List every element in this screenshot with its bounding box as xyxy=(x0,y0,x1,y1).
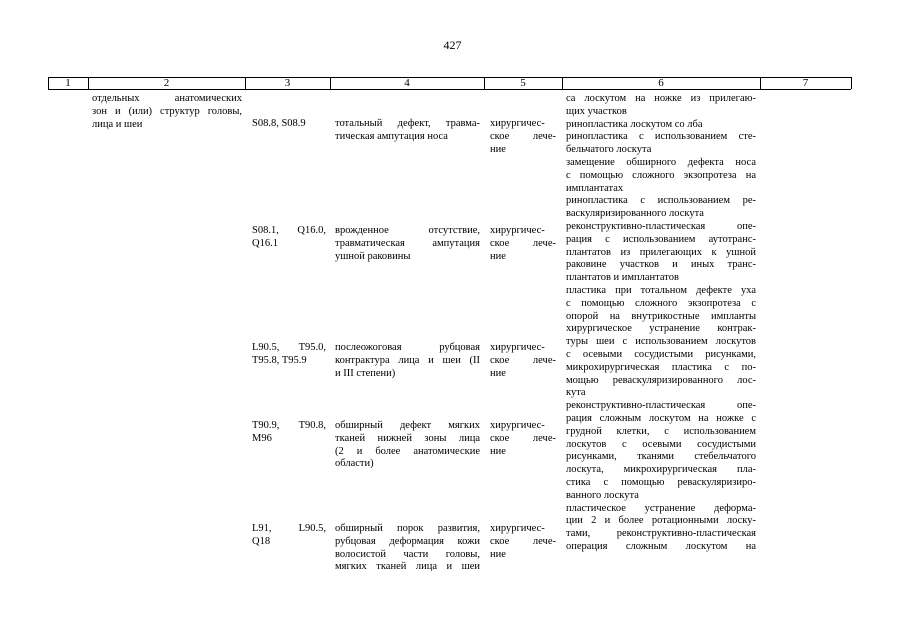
cell-line: ние xyxy=(490,250,506,262)
cell-line: ушной раковины xyxy=(335,250,411,262)
cell-line: зон и (или) структур головы, xyxy=(92,105,242,117)
cell-line: ние xyxy=(490,445,506,457)
cell-line: ринопластика с использованием сте- xyxy=(566,131,756,143)
cell-line: хирургичес- xyxy=(490,420,545,431)
cell-line: обширный порок развития, xyxy=(335,523,480,534)
cell-line: ское лече- xyxy=(490,237,556,249)
cell-line: ние xyxy=(490,367,506,379)
treatment-type-cell xyxy=(490,225,556,263)
cell-line: области) xyxy=(335,458,374,470)
cell-line: стика с помощью реваскуляризиро- xyxy=(566,476,756,488)
cell-line: S08.1, Q16.0, xyxy=(252,225,326,236)
cell-line: плантатов из прилегающих к ушной xyxy=(566,246,756,258)
cell-line: обширный дефект мягких xyxy=(335,420,480,431)
icd-code-cell xyxy=(252,225,326,251)
cell-line: и III степени) xyxy=(335,367,396,379)
cell-line: ское лече- xyxy=(490,432,556,444)
cell-line: ское лече- xyxy=(490,354,556,366)
cell-line: васкуляризированного лоскута xyxy=(566,208,704,220)
header-col-4: 4 xyxy=(404,77,410,89)
cell-line: мощью реваскуляризированного лос- xyxy=(566,374,756,386)
treatment-type-cell xyxy=(490,342,556,380)
column-divider xyxy=(851,77,852,89)
cell-line: тами, реконструктивно-пластическая xyxy=(566,528,756,540)
cell-line: хирургичес- xyxy=(490,225,545,236)
cell-line: лица и шеи xyxy=(92,118,143,130)
header-col-1: 1 xyxy=(65,77,71,89)
cell-line: ции 2 и более ротационными лоску- xyxy=(566,515,756,527)
icd-code-cell xyxy=(252,118,326,131)
cell-line: хирургичес- xyxy=(490,523,545,534)
header-col-6: 6 xyxy=(658,77,664,89)
header-col-3: 3 xyxy=(284,77,291,89)
cell-line: L91, L90.5, xyxy=(252,523,326,534)
cell-line: тотальный дефект, травма- xyxy=(335,118,480,129)
cell-line: с помощью сложного экзопротеза с xyxy=(566,297,756,309)
cell-line: Q16.1 xyxy=(252,237,278,249)
cell-line: туры шеи с использованием лоскутов xyxy=(566,336,756,348)
diagnosis-cell xyxy=(335,420,480,471)
cell-line: L90.5, T95.0, xyxy=(252,342,326,353)
cell-line: кута xyxy=(566,387,586,399)
header-col-7: 7 xyxy=(802,77,809,89)
header-col-5: 5 xyxy=(520,77,526,89)
cell-line: T95.8, T95.9 xyxy=(252,354,307,366)
diagnosis-cell xyxy=(335,523,480,574)
treatment-type-cell xyxy=(490,118,556,156)
cell-line: ринопластика лоскутом со лба xyxy=(566,118,703,130)
cell-line: имплантатах xyxy=(566,182,624,194)
cell-line: реконструктивно-пластическая опе- xyxy=(566,400,756,412)
cell-line: ринопластика с использованием ре- xyxy=(566,195,756,207)
cell-line: мягких тканей лица и шеи xyxy=(335,561,480,573)
cell-line: замещение обширного дефекта носа xyxy=(566,156,756,168)
cell-line: T90.9, T90.8, xyxy=(252,420,326,431)
cell-line: ское лече- xyxy=(490,130,556,142)
treatment-method-cell xyxy=(566,93,756,554)
cell-line: щих участков xyxy=(566,105,627,117)
diagnosis-cell xyxy=(335,225,480,263)
cell-line: микрохирургическая пластика с по- xyxy=(566,361,756,373)
cell-line: опорой на внутрикостные импланты xyxy=(566,310,756,322)
cell-line: рубцовая деформация кожи xyxy=(335,535,480,547)
cell-line: тканей нижней зоны лица xyxy=(335,432,480,444)
cell-line: хирургическое устранение контрак- xyxy=(566,323,756,335)
icd-code-cell xyxy=(252,342,326,368)
cell-line: рация сложным лоскутом на ножке с xyxy=(566,412,756,424)
treatment-type-cell xyxy=(490,523,556,561)
diagnosis-cell xyxy=(335,118,480,144)
cell-line: с помощью сложного экзопротеза на xyxy=(566,169,756,181)
cell-line: раковине участков и иных транс- xyxy=(566,259,756,271)
cell-line: волосистой части головы, xyxy=(335,548,480,560)
cell-line: послеожоговая рубцовая xyxy=(335,342,480,353)
cell-line: отдельных анатомических xyxy=(92,93,242,104)
table-header-bottom-border xyxy=(48,89,851,90)
icd-code-cell xyxy=(252,523,326,549)
cell-line: хирургичес- xyxy=(490,342,545,353)
cell-line: са лоскутом на ножке из прилегаю- xyxy=(566,93,756,104)
cell-line: хирургичес- xyxy=(490,118,545,129)
cell-line: рация с использованием аутотранс- xyxy=(566,233,756,245)
cell-line: S08.8, S08.9 xyxy=(252,118,306,129)
cell-line: лоскута, микрохирургическая пла- xyxy=(566,464,756,476)
cell-line: реконструктивно-пластическая опе- xyxy=(566,220,756,232)
cell-line: пластика при тотальном дефекте уха xyxy=(566,284,756,296)
cell-line: бельчатого лоскута xyxy=(566,144,652,156)
cell-line: грудной клетки, с использованием xyxy=(566,425,756,437)
group-name-cell xyxy=(92,93,242,131)
cell-line: травматическая ампутация xyxy=(335,237,480,249)
cell-line: рисунками, тканями стебельчатого xyxy=(566,451,756,463)
cell-line: пластическое устранение деформа- xyxy=(566,502,756,514)
cell-line: операция сложным лоскутом на xyxy=(566,540,756,552)
page-number: 427 xyxy=(443,38,462,52)
cell-line: лоскутов с осевыми сосудистыми xyxy=(566,438,756,450)
header-col-2: 2 xyxy=(163,77,170,89)
cell-line: ние xyxy=(490,548,506,560)
cell-line: ванного лоскута xyxy=(566,489,639,501)
cell-line: с осевыми сосудистыми рисунками, xyxy=(566,348,756,360)
icd-code-cell xyxy=(252,420,326,446)
cell-line: ское лече- xyxy=(490,535,556,547)
cell-line: Q18 xyxy=(252,535,271,547)
cell-line: тическая ампутация носа xyxy=(335,130,448,142)
cell-line: плантатов и имплантатов xyxy=(566,272,679,284)
cell-line: контрактура лица и шеи (II xyxy=(335,354,480,366)
cell-line: ние xyxy=(490,143,506,155)
cell-line: M96 xyxy=(252,432,272,444)
cell-line: (2 и более анатомические xyxy=(335,445,480,457)
diagnosis-cell xyxy=(335,342,480,380)
treatment-type-cell xyxy=(490,420,556,458)
cell-line: врожденное отсутствие, xyxy=(335,225,480,236)
